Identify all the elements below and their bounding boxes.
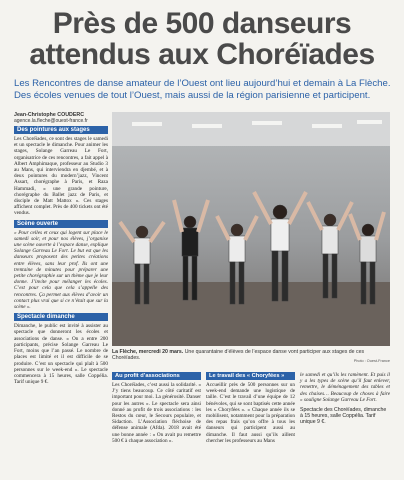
byline — [14, 112, 108, 124]
left-column — [14, 126, 108, 388]
dancers-photo-illustration — [112, 112, 390, 346]
byline-name: Jean-Christophe COUDERC — [14, 112, 85, 118]
section-text-scene: « Pour celles et ceux qui logent sur place le samedi soir, et pour nos élèves, j’organise une scène ouverte à l’espace danse, explique Solange Garreau Le Fort. Le but est que les danseurs proposent des petites créations entre élèves, sans leur prof. Ils ont une trentaine de minutes pour préparer une petite chorégraphie sur un thème que je leur donne. J’invite pour mélanger les écoles. C’est pour cela que cela s’appelle des rencontres. Ça permet aux élèves d’avoir un contact plus vrai que si ce n’était que sur la scène ». — [14, 229, 108, 311]
spectacle-note: Spectacle des Choréïades, dimanche à 15 heures, salle Coppélia. Tarif unique 9 €. — [300, 407, 387, 426]
photo-caption — [112, 349, 390, 362]
bottom-column-suite — [300, 372, 390, 426]
headline-line-1: Près de 500 danseurs — [52, 7, 352, 40]
bottom-column-profit — [112, 372, 201, 447]
bottom-column-travail — [206, 372, 295, 447]
article-deck: Les Rencontres de danse amateur de l’Ouest ont lieu aujourd’hui et demain à La Flèche. Des écoles venues de tout l’Ouest, mais aussi de la région parisienne et participent. — [14, 78, 391, 101]
section-heading-spectacle: Spectacle dimanche — [14, 313, 108, 321]
section-text-pointures: Les Choréïades, ce sont des stages le samedi et un spectacle le dimanche. Pour animer les stages, Solange Garreau Le Fort, organisatrice de ces rencontres, a fait appel à Albert Amphimaque, professeur au Studio 3 au Mans, qui interviendra en djembé, et à deux pointures du modern’jazz, Vincent Assart, chorégraphe à Paris, et Raza Hammadi, « une grande pointure, chorégraphe du Ballet jazz de Paris, et disciple de Matt Mattox ». Ces stages affichent complet. Près de 400 tickets ont été vendus. — [14, 136, 108, 217]
section-heading-travail: Le travail des « Choryfées » — [206, 372, 295, 380]
caption-place: La Flèche, mercredi 20 mars. — [112, 349, 184, 355]
section-text-suite: le samedi et qu’ils les ramènent. Et puis il y a les types de scène qu’il faut enlever, remettre, le déménagement des tables et des chaises… Beaucoup de choses à faire » souligne Solange Garreau Le Fort. — [300, 372, 390, 403]
photo-credit: Photo : Ouest-France — [353, 359, 390, 363]
section-text-profit: Les Choréïades, c’est aussi la solidarité. « J’y tiens beaucoup. Ce côté caritatif est important pour moi. La générosité. Danser pour les autres ». Le spectacle sera ainsi donné au profit de trois associations : les Restos du cœur, le Secours populaire, et Sidaction. L’Association fléchoise de défense animale (Afda). 2018 avait été une bonne année : « On avait pu remettre 500 € à chaque association ». — [112, 382, 201, 444]
caption-text: Une quarantaine d’élèves de l’espace danse vont participer aux stages de ces Choréïades. — [112, 349, 365, 362]
dancers-photo — [112, 112, 390, 346]
section-heading-pointures: Des pointures aux stages — [14, 126, 108, 134]
section-text-travail: Accueillir près de 500 personnes sur un week-end demande une logistique de taille. C’est le travail d’une équipe de 12 bénévoles, qui se sont baptisés cette année les « Choryfées ». « Chaque année ils se mobilisent, notamment pour la préparation des repas frais qu’on offre à tous les danseurs qui participent aussi au dimanche. Il faut aussi qu’ils aillent chercher les professeurs au Mans — [206, 382, 295, 444]
section-heading-scene: Scène ouverte — [14, 220, 108, 228]
section-text-spectacle: Dimanche, le public est invité à assister au spectacle que donneront les écoles et associations de danse. « On a entre 200 participants, précise Solange Garreau Le Fort, moins que l’an passé. Le nombre de places est limité et il est difficile de se produire. C’est un spectacle qui plaît à 500 personnes sur le week-end ». Le spectacle commencera à 15 heures, salle Coppélia. Tarif unique 9 €. — [14, 323, 108, 386]
section-heading-profit: Au profit d’associations — [112, 372, 201, 380]
headline-line-2: attendus aux Choréïades — [29, 38, 375, 71]
headline — [0, 8, 404, 70]
byline-email: agence.la.fleche@ouest-france.fr — [14, 118, 88, 124]
